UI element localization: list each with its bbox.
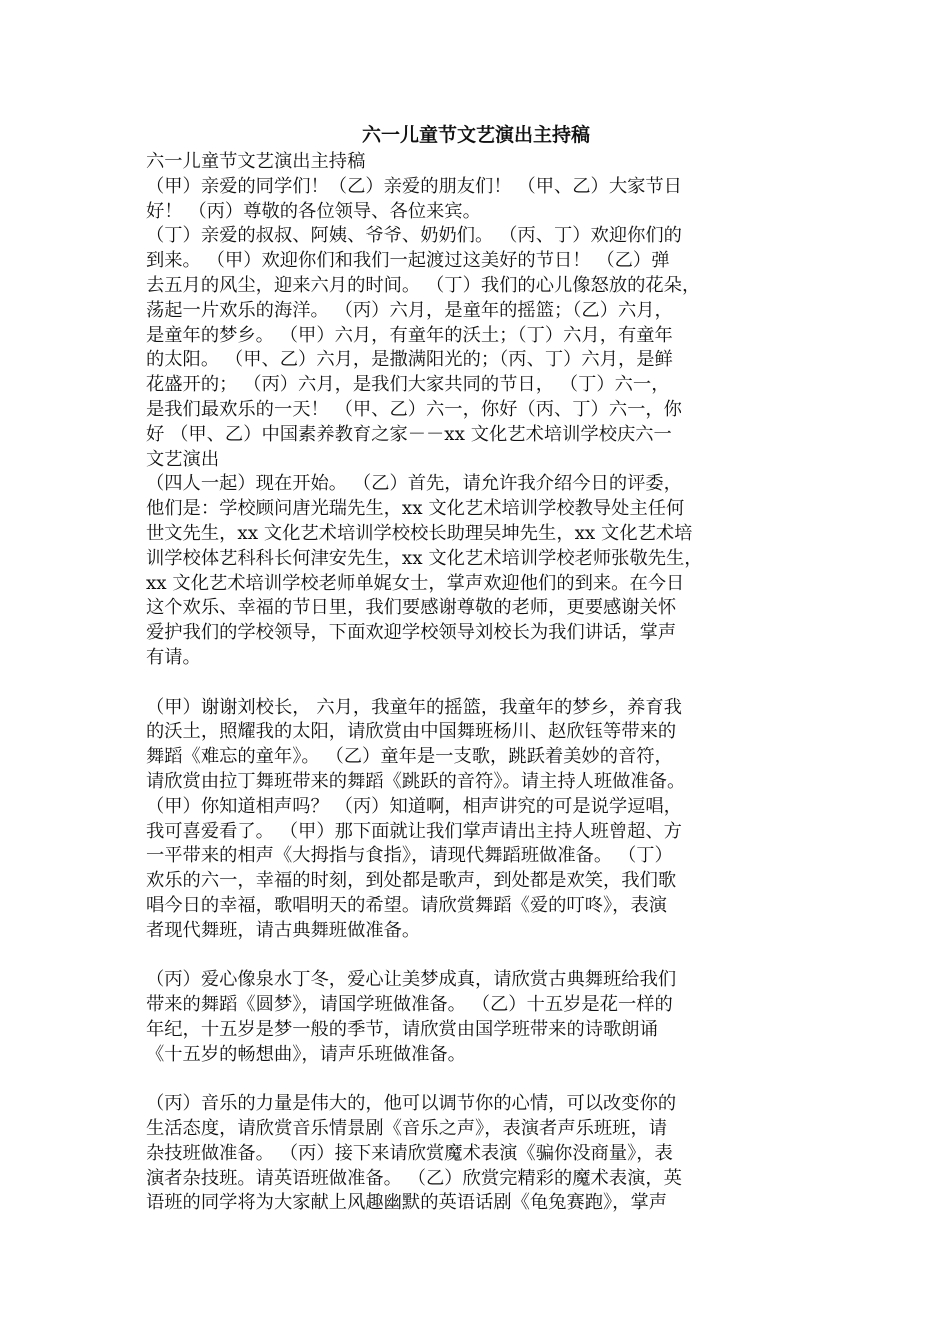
text-line: 生活态度，请欣赏音乐情景剧《音乐之声》，表演者声乐班班，请 <box>146 1118 668 1140</box>
text-line: 六一儿童节文艺演出主持稿 <box>146 151 366 172</box>
text-line: 的沃土，照耀我的太阳，请欣赏由中国舞班杨川、赵欣钰等带来的 <box>146 721 677 743</box>
text-line: xx 文化艺术培训学校老师单娓女士，掌声欢迎他们的到来。在今日 <box>146 572 685 594</box>
text-line: 欢乐的六一，幸福的时刻，到处都是歌声，到处都是欢笑，我们歌 <box>146 870 677 892</box>
paragraph-gap <box>146 1067 806 1092</box>
text-line: 唱今日的幸福，歌唱明天的希望。请欣赏舞蹈《爱的叮咚》，表演 <box>146 894 668 916</box>
text-line: （丙）音乐的力量是伟大的，他可以调节你的心情，可以改变你的 <box>146 1093 677 1115</box>
paragraph-gap <box>146 944 806 969</box>
text-line: 荡起一片欢乐的海洋。 （丙）六月，是童年的摇篮；（乙）六月， <box>146 299 673 321</box>
text-line: 一平带来的相声《大拇指与食指》，请现代舞蹈班做准备。 （丁） <box>146 845 673 867</box>
text-line: 爱护我们的学校领导，下面欢迎学校领导刘校长为我们讲话，掌声 <box>146 622 677 644</box>
text-line: 有请。 <box>146 646 201 668</box>
text-line: 花盛开的； （丙）六月，是我们大家共同的节日， （丁）六一， <box>146 374 670 396</box>
text-line: （甲）你知道相声吗？ （丙）知道啊，相声讲究的可是说学逗唱， <box>146 795 682 817</box>
text-line: （甲）谢谢刘校长， 六月，我童年的摇篮，我童年的梦乡，养育我 <box>146 696 682 718</box>
text-line: 的太阳。 （甲、乙）六月，是撒满阳光的；（丙、丁）六月，是鲜 <box>146 349 673 371</box>
document-body <box>146 150 806 1216</box>
text-line: 世文先生，xx 文化艺术培训学校校长助理吴坤先生，xx 文化艺术培 <box>146 522 693 544</box>
text-line: 这个欢乐、幸福的节日里，我们要感谢尊敬的老师，更要感谢关怀 <box>146 597 677 619</box>
text-line: 舞蹈《难忘的童年》。 （乙）童年是一支歌，跳跃着美妙的音符， <box>146 746 673 768</box>
text-line: 带来的舞蹈《圆梦》，请国学班做准备。 （乙）十五岁是花一样的 <box>146 994 673 1016</box>
text-line: 是我们最欢乐的一天！ （甲、乙）六一，你好（丙、丁）六一，你 <box>146 398 682 420</box>
paragraph <box>146 1092 806 1216</box>
text-line: 他们是：学校顾问唐光瑞先生，xx 文化艺术培训学校教导处主任何 <box>146 498 685 520</box>
paragraph <box>146 968 806 1067</box>
text-line: 我可喜爱看了。 （甲）那下面就让我们掌声请出主持人班曾超、方 <box>146 820 682 842</box>
text-line: 语班的同学将为大家献上风趣幽默的英语话剧《龟兔赛跑》，掌声 <box>146 1192 668 1214</box>
text-line: 文艺演出 <box>146 448 220 470</box>
text-line: （丁）亲爱的叔叔、阿姨、爷爷、奶奶们。 （丙、丁）欢迎你们的 <box>146 225 682 247</box>
text-line: （四人一起）现在开始。 （乙）首先，请允许我介绍今日的评委， <box>146 473 682 495</box>
text-line: 者现代舞班，请古典舞班做准备。 <box>146 919 421 941</box>
text-line: 去五月的风尘，迎来六月的时间。 （丁）我们的心儿像怒放的花朵， <box>146 274 701 296</box>
text-line: 《十五岁的畅想曲》，请声乐班做准备。 <box>146 1043 466 1065</box>
paragraph-gap <box>146 671 806 696</box>
text-line: 好 （甲、乙）中国素养教育之家－－xx 文化艺术培训学校庆六一 <box>146 423 672 445</box>
text-line: 杂技班做准备。 （丙）接下来请欣赏魔术表演《骗你没商量》，表 <box>146 1142 673 1164</box>
text-line: 请欣赏由拉丁舞班带来的舞蹈《跳跃的音符》。请主持人班做准备。 <box>146 770 686 792</box>
text-line: 到来。 （甲）欢迎你们和我们一起渡过这美好的节日！ （乙）弹 <box>146 250 670 272</box>
document-page <box>146 120 806 1216</box>
document-title: 六一儿童节文艺演出主持稿 <box>361 124 590 146</box>
text-line: （丙）爱心像泉水丁冬，爱心让美梦成真，请欣赏古典舞班给我们 <box>146 969 677 991</box>
text-line: 演者杂技班。请英语班做准备。 （乙）欣赏完精彩的魔术表演，英 <box>146 1167 682 1189</box>
text-line: （甲）亲爱的同学们！（乙）亲爱的朋友们！ （甲、乙）大家节日 <box>146 175 682 197</box>
text-line: 训学校体艺科科长何津安先生，xx 文化艺术培训学校老师张敬先生， <box>146 547 703 569</box>
text-line: 是童年的梦乡。 （甲）六月，有童年的沃土；（丁）六月，有童年 <box>146 324 673 346</box>
text-line: 好！ （丙）尊敬的各位领导、各位来宾。 <box>146 200 481 222</box>
text-line: 年纪，十五岁是梦一般的季节，请欣赏由国学班带来的诗歌朗诵 <box>146 1018 658 1040</box>
paragraph <box>146 150 806 671</box>
paragraph <box>146 696 806 944</box>
